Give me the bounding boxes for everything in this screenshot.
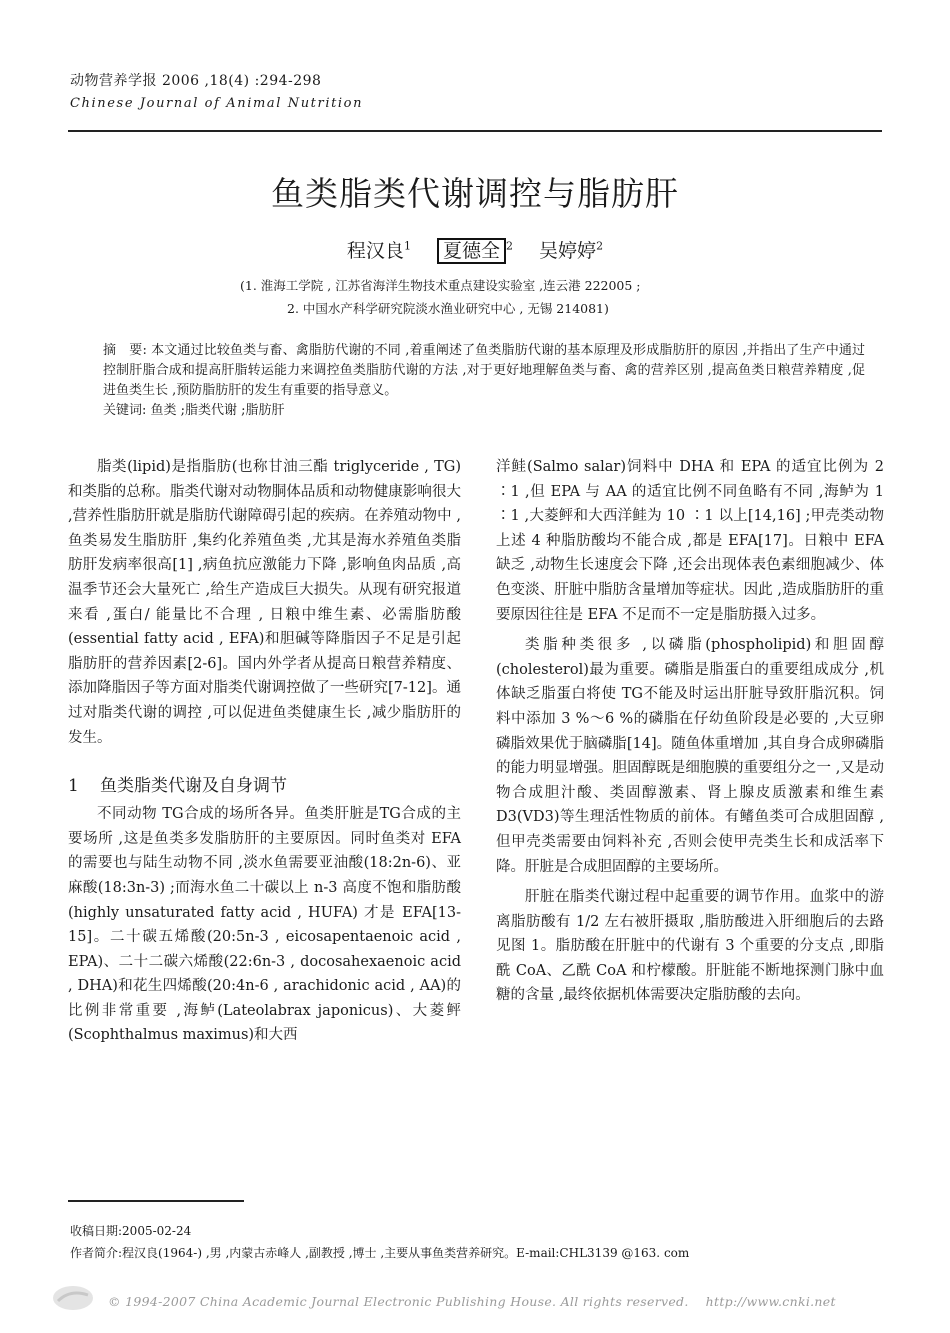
author-1: 程汉良$^1$: [346, 239, 411, 262]
cnki-logo-icon: [50, 1283, 96, 1313]
copyright-notice: © 1994-2007 China Academic Journal Electronic Publishing House. All rights reserved. http://www.cnki.net: [108, 1294, 836, 1309]
author-list: [0, 236, 950, 263]
paragraph: 脂类(lipid)是指脂肪(也称甘油三酯 triglyceride , TG)和类脂的总称。脂类代谢对动物胴体品质和动物健康影响很大 ,营养性脂肪肝就是脂肪代谢障碍引起的疾病。在养殖动物中 ,鱼类易发生脂肪肝 ,集约化养殖鱼类 ,尤其是海水养殖鱼类脂肪肝发病率很高[1] ,病鱼抗应激能力下降 ,影响鱼肉品质 ,高温季节还会大量死亡 ,给生产造成巨大损失。从现有研究报道来看 ,蛋白/ 能量比不合理 , 日粮中维生素、必需脂肪酸(essential fatty acid , EFA)和胆碱等降脂因子不足是引起脂肪肝的营养因素[2-6]。国内外学者从提高日粮营养精度、添加降脂因子等方面对脂类代谢调控做了一些研究[7-12]。通过对脂类代谢的调控 ,可以促进鱼类健康生长 ,减少脂肪肝的发生。: [68, 459, 461, 746]
keywords: 鱼类 ;脂类代谢 ;脂肪肝: [150, 403, 285, 418]
abstract-text: 本文通过比较鱼类与畜、禽脂肪代谢的不同 ,着重阐述了鱼类脂肪代谢的基本原理及形成脂肪肝的原因 ,并指出了生产中通过控制肝脂合成和提高肝脂转运能力来调控鱼类脂肪代谢的方法 ,对于更好地理解鱼类与畜、禽的营养区别 ,提高鱼类日粮营养精度 ,促进鱼类生长 ,预防脂肪肝的发生有重要的指导意义。: [103, 343, 865, 398]
section-heading: [68, 772, 461, 800]
section-title: 鱼类脂类代谢及自身调节: [100, 776, 287, 797]
header-rule: [68, 130, 882, 132]
paragraph: 不同动物 TG合成的场所各异。鱼类肝脏是TG合成的主要场所 ,这是鱼类多发脂肪肝的主要原因。同时鱼类对 EFA 的需要也与陆生动物不同 ,淡水鱼需要亚油酸(18:2n-6)、亚麻酸(18:3n-3) ;而海水鱼二十碳以上 n-3 高度不饱和脂肪酸(highly unsaturated fatty acid , HUFA) 才是 EFA[13-15]。二十碳五烯酸(20:5n-3 , eicosapentaenoic acid , EPA)、二十二碳六烯酸(22:6n-3 , docosahexaenoic acid , DHA)和花生四烯酸(20:4n-6 , arachidonic acid , AA)的比例非常重要 ,海鲈(Lateolabrax japonicus)、大菱鲆(Scophthalmus maximus)和大西: [68, 806, 461, 1044]
section-number: 1: [68, 776, 79, 797]
paper-title: 鱼类脂类代谢调控与脂肪肝: [271, 174, 679, 213]
paragraph: 类脂种类很多 ,以磷脂(phospholipid)和胆固醇(cholesterol)最为重要。磷脂是脂蛋白的重要组成成分 ,机体缺乏脂蛋白将使 TG不能及时运出肝脏导致肝脂沉积。饲料中添加 3 %～6 %的磷脂在仔幼鱼阶段是必要的 ,大豆卵磷脂效果优于脑磷脂[14]。随鱼体重增加 ,其自身合成卵磷脂的能力明显增强。胆固醇既是细胞膜的重要组分之一 ,又是动物合成胆汁酸、类固醇激素、肾上腺皮质激素和维生素 D3(VD3)等生理活性物质的前体。有鳍鱼类可合成胆固醇 ,但甲壳类需要由饲料补充 ,否则会使甲壳类生长和成活率下降。肝脏是合成胆固醇的主要场所。: [496, 637, 884, 875]
abstract-label: 摘 要:: [103, 343, 147, 358]
footnote-received: 收稿日期:2005-02-24: [70, 1224, 192, 1238]
paragraph: 洋鲑(Salmo salar)饲料中 DHA 和 EPA 的适宜比例为 2 ∶1 ,但 EPA 与 AA 的适宜比例不同鱼略有不同 ,海鲈为 1 ∶1 ,大菱鲆和大西洋鲑为 10 ∶1 以上[14,16] ;甲壳类动物上述 4 种脂肪酸均不能合成 ,都是 EFA[17]。日粮中 EFA 缺乏 ,动物生长速度会下降 ,还会出现体表色素细胞减少、体色变淡、肝脏中脂肪含量增加等症状。因此 ,造成脂肪肝的重要原因往往是 EFA 不足而不一定是脂肪摄入过多。: [496, 459, 884, 623]
right-column: [496, 455, 884, 1008]
footnote-author-bio: 作者简介:程汉良(1964-) ,男 ,内蒙古赤峰人 ,副教授 ,博士 ,主要从事鱼类营养研究。E-mail:CHL3139 @163. com: [70, 1246, 690, 1260]
affiliation-1: (1. 淮海工学院 , 江苏省海洋生物技术重点建设实验室 ,连云港 222005 ;: [240, 278, 641, 293]
footnote-rule: [68, 1200, 244, 1202]
left-column: [68, 455, 461, 1048]
abstract: [103, 341, 865, 421]
author-2: 夏德全 $^2$: [437, 236, 513, 263]
keywords-label: 关键词:: [103, 403, 147, 418]
affiliation-2: 2. 中国水产科学研究院淡水渔业研究中心 , 无锡 214081): [287, 301, 609, 316]
author-2-highlight: 夏德全: [437, 238, 506, 264]
author-3: 吴婷婷$^2$: [539, 239, 604, 262]
journal-header-en: Chinese Journal of Animal Nutrition: [70, 96, 364, 111]
journal-header-cn: 动物营养学报 2006 ,18(4) :294-298: [70, 73, 322, 89]
paragraph: 肝脏在脂类代谢过程中起重要的调节作用。血浆中的游离脂肪酸有 1/2 左右被肝摄取 ,脂肪酸进入肝细胞后的去路见图 1。脂肪酸在肝脏中的代谢有 3 个重要的分支点 ,即脂酰 CoA、乙酰 CoA 和柠檬酸。肝脏能不断地探测门脉中血糖的含量 ,最终依据机体需要决定脂肪酸的去向。: [496, 889, 884, 1004]
